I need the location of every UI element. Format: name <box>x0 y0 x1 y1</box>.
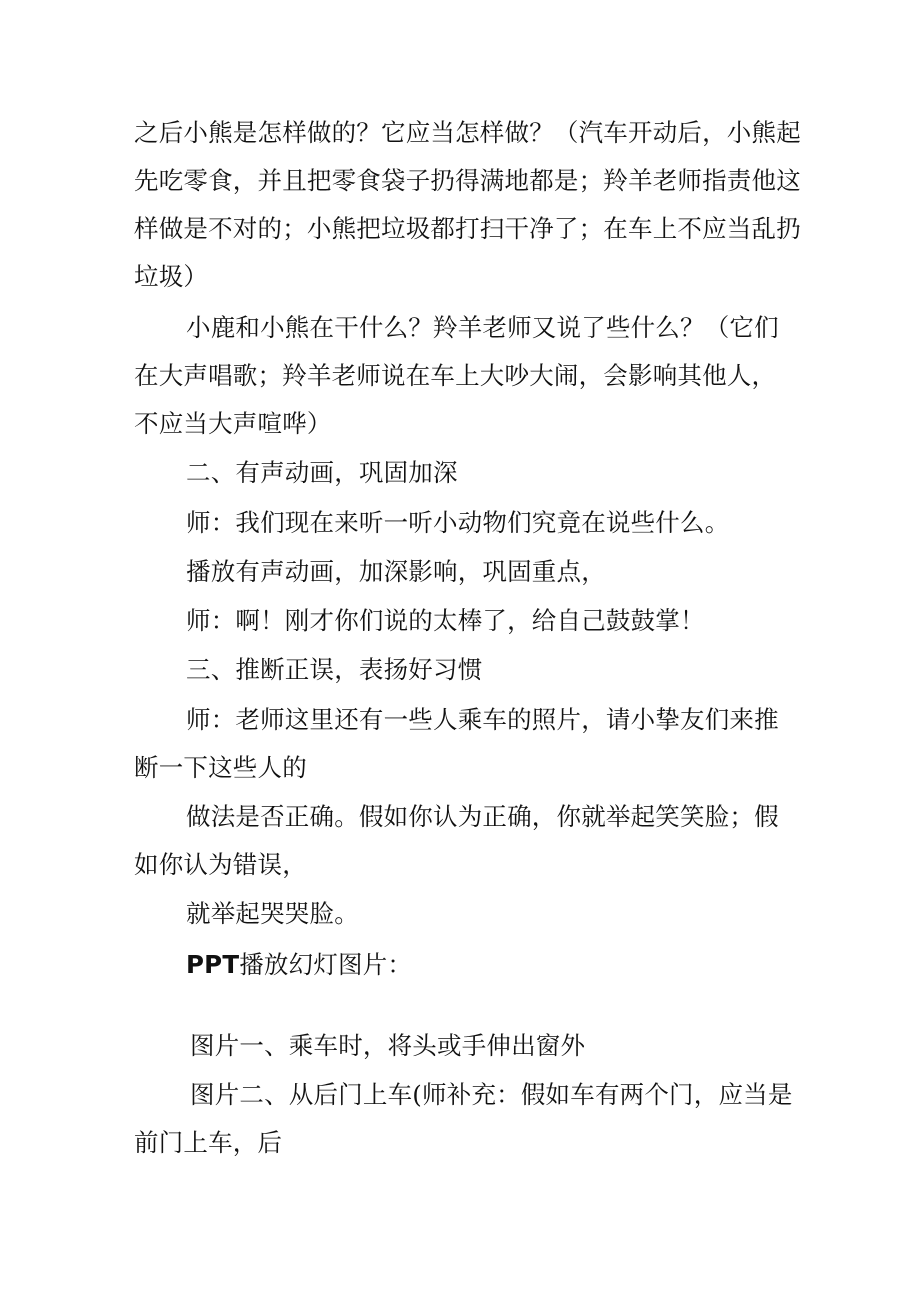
text-line: 前门上车，后 <box>134 1128 283 1157</box>
text-line: 不应当大声喧哗） <box>134 409 332 438</box>
section-heading: 三、推断正误，表扬好习惯 <box>186 655 483 684</box>
text-line: 小鹿和小熊在干什么？羚羊老师又说了些什么？（它们 <box>186 313 779 342</box>
text-line: 垃圾） <box>134 262 209 291</box>
text-line: 在大声唱歌；羚羊老师说在车上大吵大闹，会影响其他人， <box>134 361 777 390</box>
text-line <box>186 950 412 980</box>
text-line: 之后小熊是怎样做的？它应当怎样做？（汽车开动后，小熊起 <box>134 118 801 147</box>
ppt-text: 播放幻灯图片： <box>239 950 413 979</box>
text-line: 师：我们现在来听一听小动物们究竟在说些什么。 <box>186 508 730 537</box>
text-line: 图片二、从后门上车(师补充：假如车有两个门，应当是 <box>190 1080 793 1109</box>
text-line: 断一下这些人的 <box>134 753 307 782</box>
text-line: 如你认为错误， <box>134 850 307 879</box>
text-line: 师：老师这里还有一些人乘车的照片，请小挚友们来推 <box>186 705 779 734</box>
text-line: 先吃零食，并且把零食袋子扔得满地都是；羚羊老师指责他这 <box>134 166 801 195</box>
text-line: 做法是否正确。假如你认为正确，你就举起笑笑脸；假 <box>186 802 779 831</box>
text-line: 师：啊！刚才你们说的太棒了，给自己鼓鼓掌！ <box>186 606 705 635</box>
ppt-label: PPT <box>186 950 240 979</box>
text-line: 图片一、乘车时，将头或手伸出窗外 <box>190 1031 586 1060</box>
section-heading: 二、有声动画，巩固加深 <box>186 458 458 487</box>
text-line: 就举起哭哭脸。 <box>186 899 359 928</box>
text-line: 样做是不对的；小熊把垃圾都打扫干净了；在车上不应当乱扔 <box>134 214 801 243</box>
text-line: 播放有声动画，加深影响，巩固重点， <box>186 557 606 586</box>
